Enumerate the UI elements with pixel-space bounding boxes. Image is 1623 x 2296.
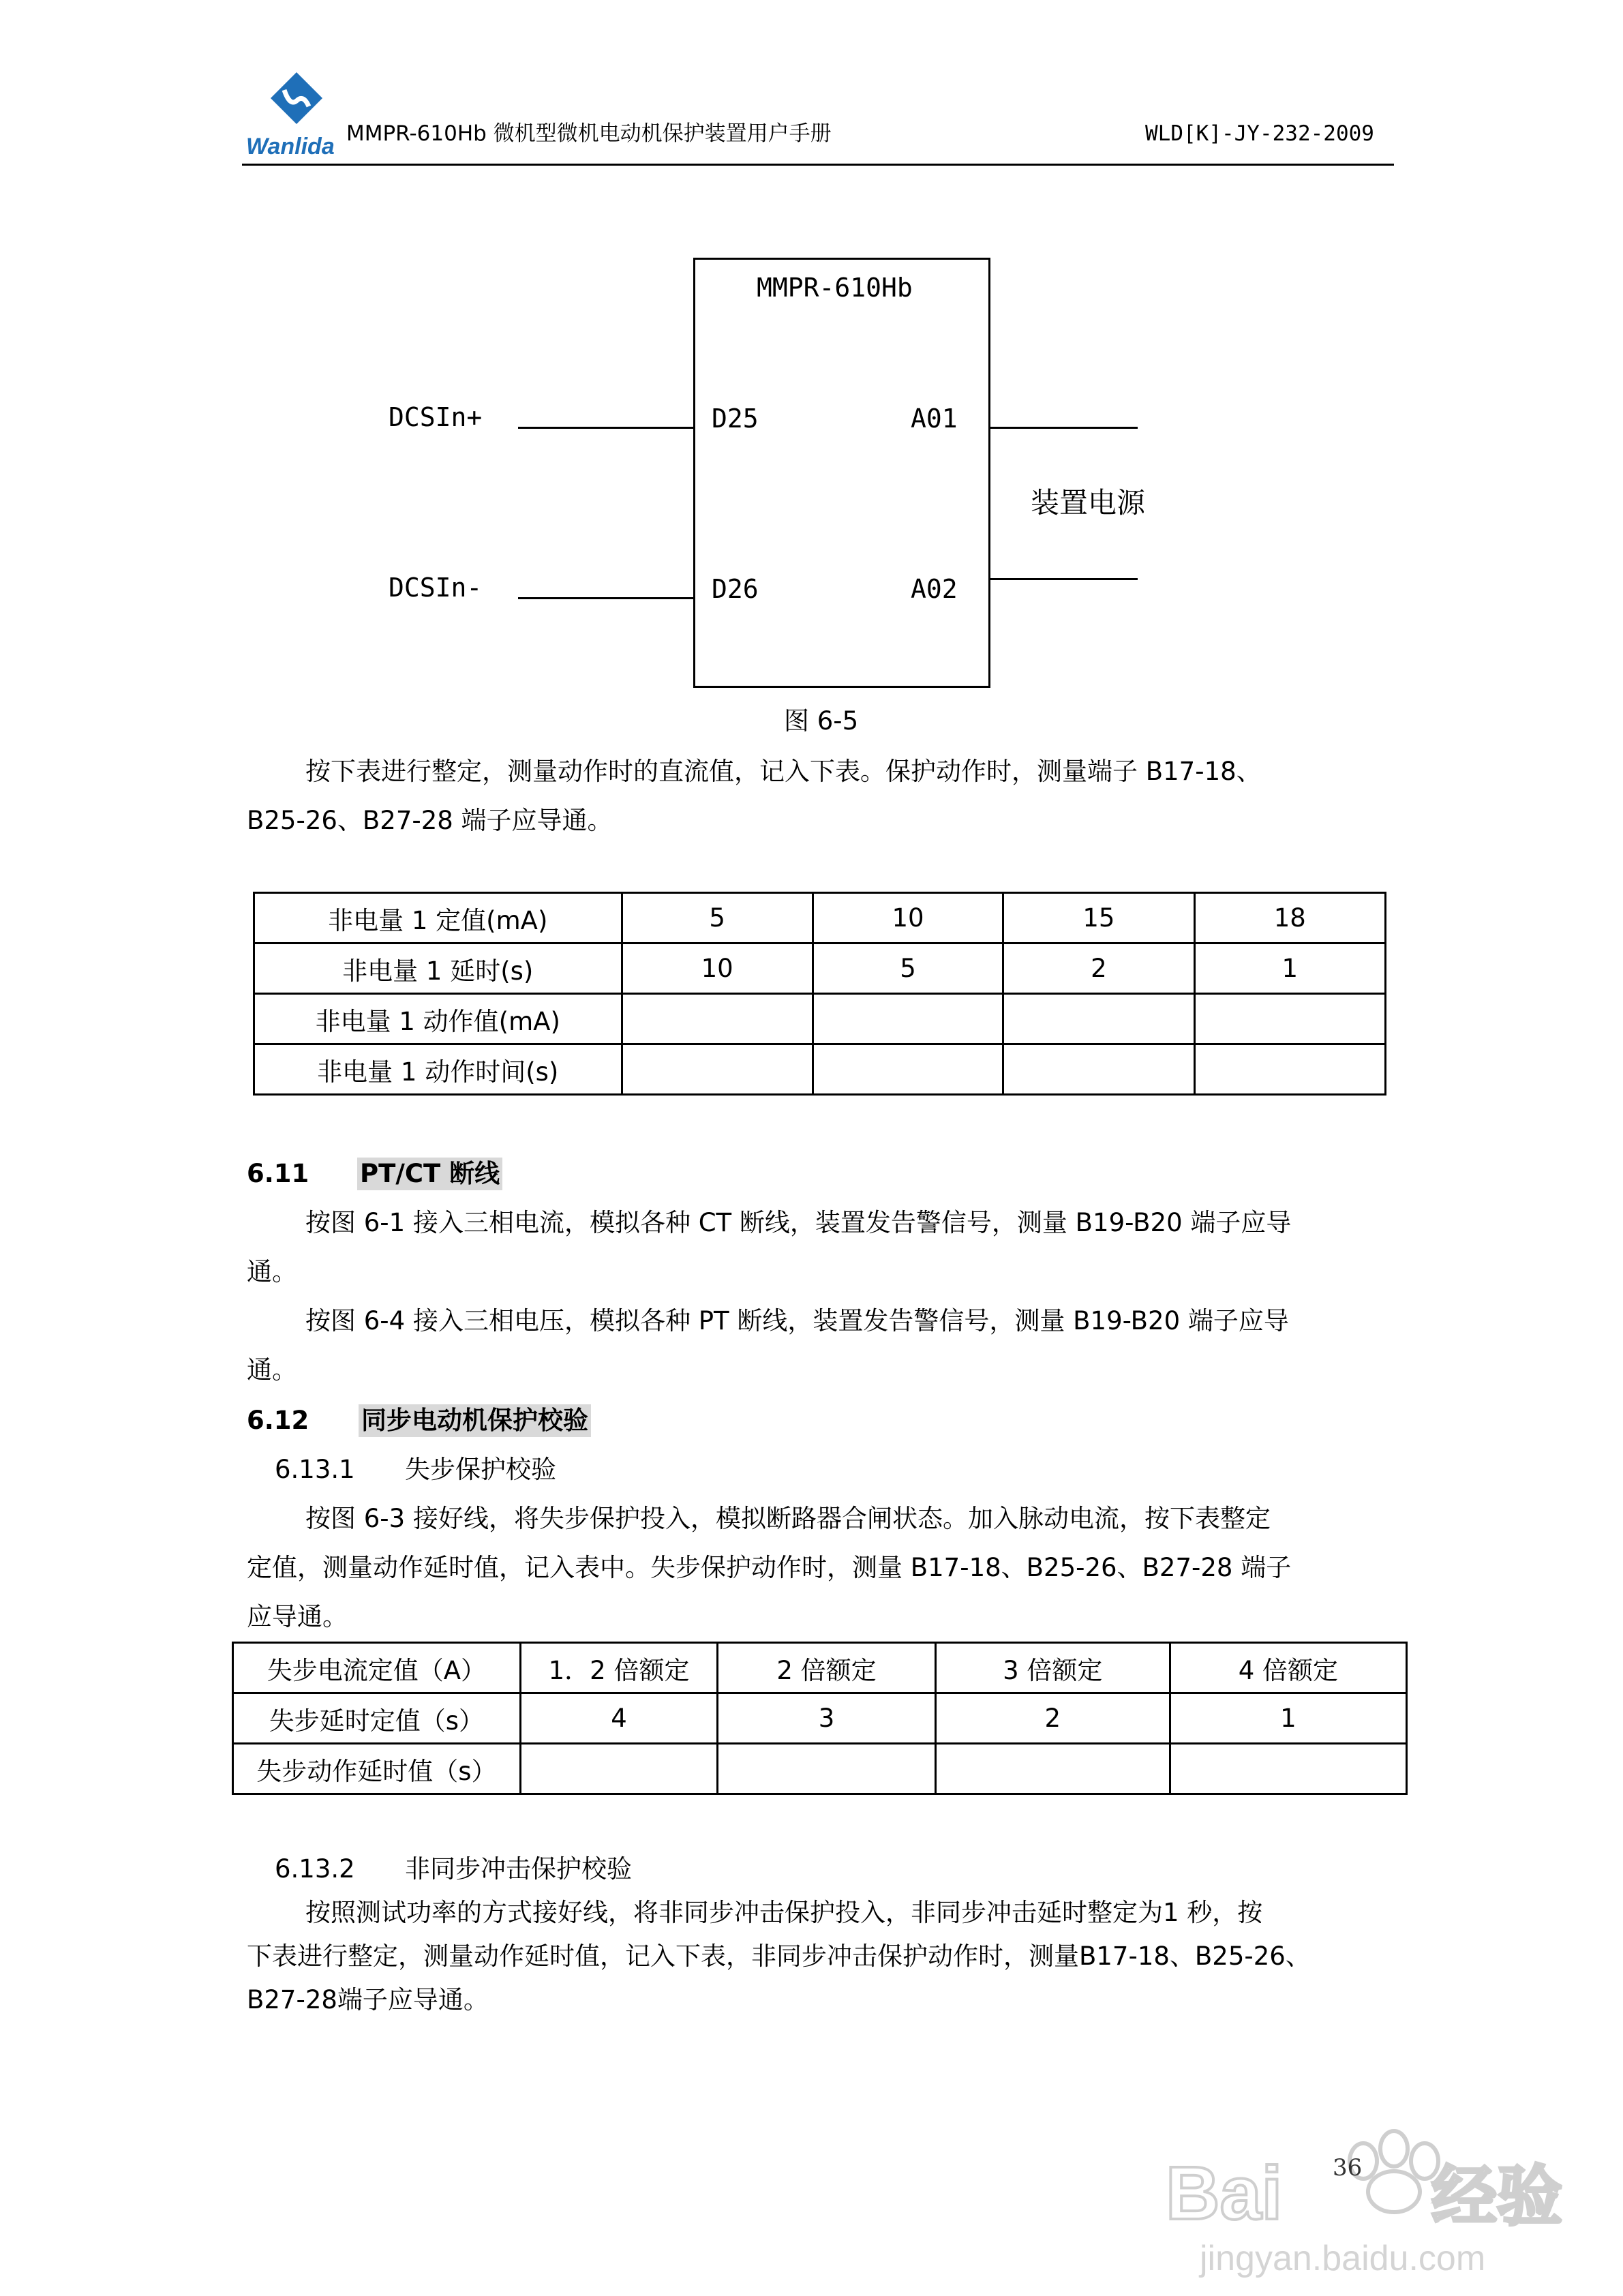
figure-caption: 图 6-5 (784, 706, 859, 736)
pin-d26: D26 (712, 574, 759, 604)
table-row (233, 1744, 1407, 1794)
sub-6-13-2-number: 6.13.2 (275, 1854, 355, 1884)
table-cell: 10 (813, 893, 1003, 943)
pin-a01: A01 (911, 404, 958, 434)
sec611-p1-line1: 按图 6-1 接入三相电流，模拟各种 CT 断线，装置发告警信号，测量 B19-B20 端子应导 (305, 1208, 1292, 1237)
section-6-12-number: 6.12 (247, 1406, 309, 1435)
wire-a02 (990, 578, 1138, 580)
sec612-line1: 按图 6-3 接好线，将失步保护投入，模拟断路器合闸状态。加入脉动电流，按下表整定 (305, 1504, 1271, 1533)
wire-in-plus (518, 427, 693, 429)
table-cell: 1 (1194, 943, 1385, 994)
table-cell (1170, 1744, 1406, 1794)
table-row (254, 1044, 1386, 1095)
sec6132-line1: 按照测试功率的方式接好线，将非同步冲击保护投入，非同步冲击延时整定为1 秒，按 (305, 1898, 1263, 1927)
row-label: 非电量 1 动作值(mA) (254, 994, 622, 1044)
sec6132-line3: B27-28端子应导通。 (247, 1985, 489, 2014)
sec612-line3: 应导通。 (247, 1602, 348, 1631)
watermark-url: jingyan.baidu.com (1200, 2239, 1486, 2278)
non-electrical-table (253, 892, 1386, 1096)
sub-6-13-1-title: 失步保护校验 (405, 1455, 556, 1484)
wanlida-logo (242, 67, 351, 159)
row-label: 失步电流定值（A） (233, 1643, 521, 1693)
pin-d25: D25 (712, 404, 759, 434)
table-cell (935, 1744, 1170, 1794)
para1-line2: B25-26、B27-28 端子应导通。 (247, 806, 613, 835)
table-row (254, 943, 1386, 994)
page-number: 36 (1333, 2154, 1363, 2181)
sub-6-13-2-title: 非同步冲击保护校验 (405, 1854, 632, 1884)
table-cell (1194, 994, 1385, 1044)
table-cell: 18 (1194, 893, 1385, 943)
table-cell (1003, 994, 1194, 1044)
logo-text: Wanlida (246, 134, 335, 159)
header-rule (242, 164, 1394, 166)
watermark-cn: 经验 (1431, 2158, 1562, 2235)
section-6-11-number: 6.11 (247, 1159, 309, 1188)
table-cell: 2 倍额定 (718, 1643, 935, 1693)
table-cell (622, 1044, 813, 1095)
device-name: MMPR-610Hb (757, 273, 913, 303)
row-label: 非电量 1 动作时间(s) (254, 1044, 622, 1095)
section-6-11-title: PT/CT 断线 (357, 1158, 502, 1190)
sub-6-13-1-number: 6.13.1 (275, 1455, 355, 1484)
dcs-in-plus-label: DCSIn+ (389, 402, 483, 432)
table-cell: 3 (718, 1693, 935, 1744)
table-cell (622, 994, 813, 1044)
table-cell (1194, 1044, 1385, 1095)
header-title: MMPR-610Hb 微机型微机电动机保护装置用户手册 (346, 121, 832, 146)
table-cell: 4 (520, 1693, 718, 1744)
header-doc-code: WLD[K]-JY-232-2009 (1145, 121, 1374, 146)
sec611-p2-line1: 按图 6-4 接入三相电压，模拟各种 PT 断线，装置发告警信号，测量 B19-B20 端子应导 (305, 1306, 1289, 1335)
table-cell (520, 1744, 718, 1794)
table-cell: 2 (935, 1693, 1170, 1744)
table-cell: 10 (622, 943, 813, 994)
device-box (693, 258, 990, 688)
table-cell (813, 1044, 1003, 1095)
sec611-p1-line2: 通。 (247, 1257, 297, 1286)
table-cell: 15 (1003, 893, 1194, 943)
sec611-p2-line2: 通。 (247, 1355, 297, 1385)
sec6132-line2: 下表进行整定，测量动作延时值，记入下表，非同步冲击保护动作时，测量B17-18、B25-26、 (247, 1942, 1311, 1971)
table-cell: 1．2 倍额定 (520, 1643, 718, 1693)
table-cell: 5 (622, 893, 813, 943)
para1-line1: 按下表进行整定，测量动作时的直流值，记入下表。保护动作时，测量端子 B17-18、 (305, 757, 1262, 786)
table-cell: 2 (1003, 943, 1194, 994)
table-cell: 3 倍额定 (935, 1643, 1170, 1693)
table-cell: 4 倍额定 (1170, 1643, 1406, 1693)
dcs-in-minus-label: DCSIn- (389, 573, 483, 603)
table-cell (1003, 1044, 1194, 1095)
table-row (233, 1693, 1407, 1744)
table-cell: 5 (813, 943, 1003, 994)
out-of-step-table (232, 1642, 1408, 1795)
pin-a02: A02 (911, 574, 958, 604)
section-6-12-title: 同步电动机保护校验 (359, 1404, 591, 1437)
table-cell (813, 994, 1003, 1044)
table-cell: 1 (1170, 1693, 1406, 1744)
baidu-jingyan-watermark (1159, 2106, 1581, 2284)
row-label: 非电量 1 延时(s) (254, 943, 622, 994)
watermark-brand: Bai (1166, 2151, 1283, 2235)
table-row (254, 893, 1386, 943)
table-row (233, 1643, 1407, 1693)
wire-a01 (990, 427, 1138, 429)
row-label: 非电量 1 定值(mA) (254, 893, 622, 943)
row-label: 失步延时定值（s） (233, 1693, 521, 1744)
wire-in-minus (518, 597, 693, 599)
sec612-line2: 定值，测量动作延时值，记入表中。失步保护动作时，测量 B17-18、B25-26、B27-28 端子 (247, 1553, 1292, 1582)
power-label: 装置电源 (1031, 486, 1146, 519)
table-cell (718, 1744, 935, 1794)
row-label: 失步动作延时值（s） (233, 1744, 521, 1794)
table-row (254, 994, 1386, 1044)
